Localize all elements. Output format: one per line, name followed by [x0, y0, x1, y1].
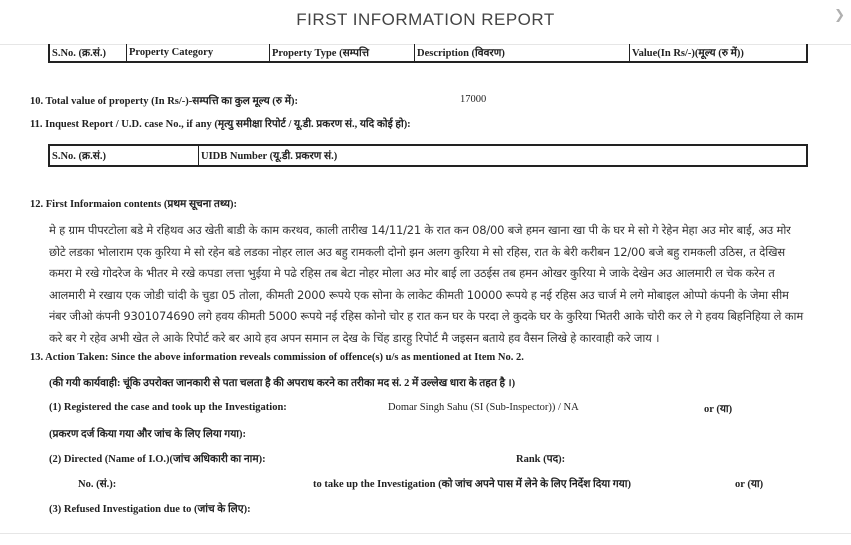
title-bar [0, 0, 851, 45]
or-label: or (या) [735, 479, 764, 490]
document-body [0, 44, 851, 534]
table-header-cell: S.No. (क्र.सं.) [49, 44, 127, 62]
table-header-cell: Description (विवरण) [415, 44, 630, 62]
table-header-cell: Property Category [127, 44, 270, 62]
item-11-label: 11. Inquest Report / U.D. case No., if any (मृत्यु समीक्षा रिपोर्ट / यू.डी. प्रकरण सं., यदि कोई हो): [30, 119, 411, 130]
item-12-label: 12. First Informaion contents (प्रथम सूचना तथ्य): [30, 199, 238, 210]
investigating-officer: Domar Singh Sahu (SI (Sub-Inspector)) / NA [388, 402, 579, 413]
item-13-sub1-hindi: (प्रकरण दर्ज किया गया और जांच के लिए लिया गया): [49, 429, 247, 440]
item-13-hindi: (की गयी कार्यवाही: चूंकि उपरोक्त जानकारी से पता चलता है की अपराध करने का तरीका मद सं. 2 में उल्लेख धारा के तहत है ।) [49, 378, 516, 389]
or-label: or (या) [704, 404, 733, 415]
inquest-table [48, 144, 808, 167]
take-up-label: to take up the Investigation (को जांच अपने पास में लेने के लिए निर्देश दिया गया) [313, 479, 631, 490]
table-row [49, 44, 807, 62]
item-13-sub3-label: (3) Refused Investigation due to (जांच के लिए): [49, 504, 251, 515]
table-header-cell: Value(In Rs/-)(मूल्य (रु में)) [630, 44, 808, 62]
item-10-label: 10. Total value of property (In Rs/-)-सम्पत्ति का कुल मूल्य (रु में): [30, 96, 298, 107]
item-13-sub2-label: (2) Directed (Name of I.O.)(जांच अधिकारी का नाम): [49, 454, 266, 465]
item-13-label: 13. Action Taken: Since the above information reveals commission of offence(s) u/s as mentioned at Item No. 2. [30, 352, 524, 363]
divider [0, 533, 851, 534]
table-header-cell: Property Type (सम्पत्ति [270, 44, 415, 62]
item-10-value: 17000 [460, 94, 487, 105]
item-13-sub1-label: (1) Registered the case and took up the Investigation: [49, 402, 287, 413]
chevron-right-icon[interactable]: ❯ [834, 8, 845, 23]
no-label: No. (सं.): [78, 479, 117, 490]
table-header-cell: UIDB Number (यू.डी. प्रकरण सं.) [199, 145, 808, 166]
table-row [49, 145, 807, 166]
table-header-cell: S.No. (क्र.सं.) [49, 145, 199, 166]
first-information-text: मे ह ग्राम पीपरटोला बडे मे रहिथव अउ खेती बाडी के काम करथव, काली तारीख 14/11/21 के रात कन 08/00 बजे हमन खाना खा पी के घर मे सो गे रेहेन मेहा अउ मोर बाई, अउ मोर छोटे लडका भोलाराम एक कुरिया मे सो रहेन बडे लडका नोहर लाल अउ बहु रामकली दोनो झन अलग कुरिया मे सो रहिस, रात के बेरी करीबन 12/00 बजे बहु रामकली उठिस, त देखिस कमरा मे रखे गोदरेज के भीतर मे रखे कपडा लत्ता भुईया मे पढे रहिस तब बेटा नोहर मोला अउ मोर बाई ला उठईस तब हमन ओखर कुरिया मे जाके देखेन अउ आलमारी ल चेक करेन त आलमारी मे रखाय एक जोडी चांदी के चुडा 05 तोला, कीमती 2000 रूपये एक सोना के लाकेट कीमती 10000 रूपये ह नई रहिस अउ चार्ज मे लगे मोबाइल ओप्पो कंपनी के जेमा सीम नंबर जीओ कंपनी 9301074690 लगे हवय कीमती 5000 रूपये नई रहिस कोनो चोर ह रात कन घर के परदा ले कुदके घर के कुरिया भितरी आके चोरी कर ले गे हवय बिहनिहिया ले काम करे बर गे रहेव अभी खेत ले आके रिपोर्ट करे बर आये हव अपन समान ल देख के चिंह डारहु रिपोर्ट मै जइसन बताये हव वैसन लिखे हे कारवाही करे जाय । [49, 223, 803, 345]
property-table [48, 44, 808, 63]
rank-label: Rank (पद): [516, 454, 566, 465]
report-title: FIRST INFORMATION REPORT [296, 10, 555, 29]
